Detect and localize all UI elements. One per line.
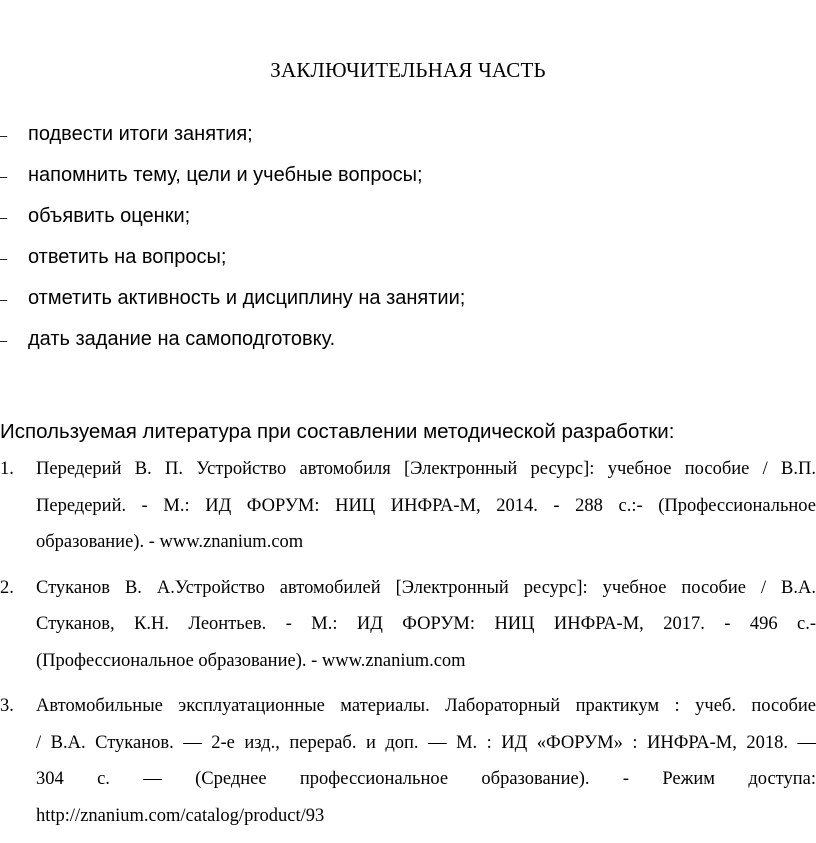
reference-number: 3. [0, 696, 14, 716]
section-heading: ЗАКЛЮЧИТЕЛЬНАЯ ЧАСТЬ [270, 58, 546, 82]
reference-number: 1. [0, 459, 14, 479]
reference-list [0, 451, 816, 843]
dash-bullet: – [0, 251, 8, 266]
task-item [0, 237, 465, 278]
dash-bullet: – [0, 169, 8, 184]
literature-title: Используемая литература при составлении методической разработки: [0, 420, 675, 443]
reference-line: образование). - www.znanium.com [36, 532, 304, 552]
reference-line: Передерий. - М.: ИД ФОРУМ: НИЦ ИНФРА-М, 2014. - 288 с.:- (Профессиональное [36, 495, 816, 516]
dash-bullet: – [0, 333, 8, 348]
task-list [0, 114, 465, 360]
task-item [0, 196, 465, 237]
reference-line: Стуканов, К.Н. Леонтьев. - М.: ИД ФОРУМ: НИЦ ИНФРА-М, 2017. - 496 с.- [36, 614, 816, 634]
dash-bullet: – [0, 210, 8, 225]
task-text: объявить оценки; [28, 205, 191, 227]
task-text: напомнить тему, цели и учебные вопросы; [28, 164, 423, 186]
reference-item [0, 570, 816, 680]
reference-line: http://znanium.com/catalog/product/93 [36, 805, 325, 826]
task-item [0, 114, 465, 155]
reference-item [0, 451, 816, 561]
dash-bullet: – [0, 292, 8, 307]
task-text: дать задание на самоподготовку. [28, 328, 336, 350]
reference-number: 2. [0, 577, 14, 598]
reference-line: Стуканов В. А.Устройство автомобилей [Электронный ресурс]: учебное пособие / В.А. [36, 577, 816, 598]
task-text: подвести итоги занятия; [28, 123, 253, 145]
task-text: ответить на вопросы; [28, 246, 227, 268]
task-item [0, 319, 465, 360]
task-item [0, 155, 465, 196]
reference-line: Автомобильные эксплуатационные материалы. Лабораторный практикум : учеб. пособие [36, 696, 816, 716]
reference-line: / В.А. Стуканов. — 2-е изд., перераб. и доп. — М. : ИД «ФОРУМ» : ИНФРА-М, 2018. — [36, 732, 816, 753]
task-item [0, 278, 465, 319]
reference-item [0, 688, 816, 834]
dash-bullet: – [0, 128, 8, 143]
task-text: отметить активность и дисциплину на занятии; [28, 287, 466, 309]
reference-line: (Профессиональное образование). - www.znanium.com [36, 650, 466, 671]
reference-line: 304 с. — (Среднее профессиональное образование). - Режим доступа: [36, 769, 816, 789]
reference-line: Передерий В. П. Устройство автомобиля [Электронный ресурс]: учебное пособие / В.П. [36, 459, 816, 479]
